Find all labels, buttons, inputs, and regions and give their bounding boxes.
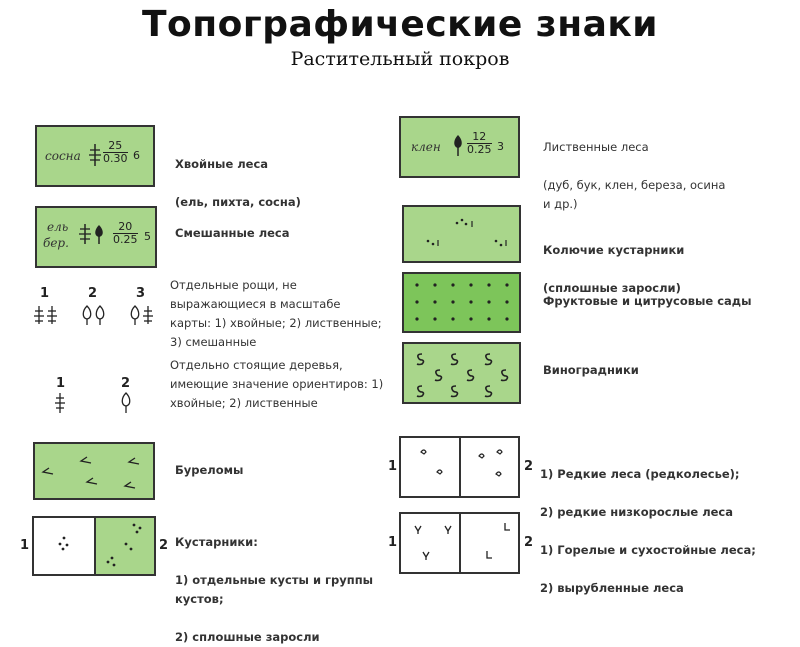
mixed-height: 20 xyxy=(113,221,138,234)
deciduous-fraction xyxy=(467,131,492,156)
orchard-dot xyxy=(451,317,454,320)
shrubs-dense-symbol xyxy=(94,516,156,576)
vine-mark xyxy=(417,354,424,365)
coniferous-spacing: 6 xyxy=(133,149,140,162)
deciduous-grove-icon xyxy=(81,304,107,326)
burnt-number-1: 1 xyxy=(388,535,398,550)
deciduous-diameter: 0.25 xyxy=(467,143,492,156)
vine-mark xyxy=(501,370,508,381)
trees-label: Отдельно стоящие деревья, имеющие значение ориентиров: 1) хвойные; 2) лиственные xyxy=(170,358,384,410)
deciduous-tree-icon xyxy=(93,224,105,244)
shrub-dots-icon xyxy=(34,518,94,574)
page-subtitle: Растительный покров xyxy=(290,48,510,70)
coniferous-label xyxy=(175,136,301,212)
coniferous-forest-symbol xyxy=(35,125,155,187)
vine-mark xyxy=(451,386,458,397)
conifer-tree-icon xyxy=(79,224,91,244)
deciduous-label xyxy=(543,119,733,214)
mixed-spacing: 5 xyxy=(144,230,151,243)
mixed-grove-icon xyxy=(129,304,155,326)
orchard-dot xyxy=(451,283,454,286)
burnt-forest-symbol xyxy=(399,512,520,574)
groves-label: Отдельные рощи, не выражающиеся в масштабе карты: 1) хвойные; 2) лиственные; 3) смешанные xyxy=(170,278,382,349)
orchard-dot xyxy=(469,317,472,320)
burnt-label xyxy=(540,522,785,598)
vine-mark xyxy=(485,354,492,365)
vine-mark xyxy=(435,370,442,381)
thorny-label-title: Колючие кустарники xyxy=(543,243,685,257)
deciduous-label-sub: (дуб, бук, клен, береза, осина и др.) xyxy=(543,178,726,211)
thorny-label xyxy=(543,222,684,298)
orchard-dot xyxy=(505,283,508,286)
mixed-fraction xyxy=(113,221,138,246)
deciduous-label-title: Лиственные леса xyxy=(543,140,649,154)
tree-number-2: 2 xyxy=(121,376,131,391)
sparse-number-2: 2 xyxy=(524,459,534,474)
sparse-tree-marks xyxy=(401,438,518,496)
grove-number-3: 3 xyxy=(136,286,146,301)
orchard-dot xyxy=(505,300,508,303)
vineyards-symbol xyxy=(402,342,521,404)
page-title: Топографические знаки xyxy=(141,4,659,45)
vine-marks xyxy=(404,344,519,402)
orchards-symbol xyxy=(402,272,521,333)
vine-mark xyxy=(417,386,424,397)
coniferous-diameter: 0.30 xyxy=(103,152,128,165)
orchard-dot xyxy=(415,283,418,286)
mixed-box-word-1: ель xyxy=(47,220,69,234)
orchard-dot xyxy=(415,317,418,320)
coniferous-height: 25 xyxy=(103,140,128,153)
orchard-dot xyxy=(487,300,490,303)
coniferous-label-title: Хвойные леса xyxy=(175,157,269,171)
tree-number-1: 1 xyxy=(56,376,66,391)
orchard-dot xyxy=(487,317,490,320)
thorny-marks xyxy=(404,207,519,261)
sparse-label-1: 1) Редкие леса (редколесье); xyxy=(540,467,740,481)
sparse-forest-symbol xyxy=(399,436,520,498)
thorny-shrubs-symbol xyxy=(402,205,521,263)
orchard-dot xyxy=(487,283,490,286)
orchard-dot xyxy=(433,317,436,320)
orchard-dot xyxy=(433,283,436,286)
burnt-marks xyxy=(401,514,518,572)
mixed-forest-symbol xyxy=(35,206,157,268)
shrub-number-2: 2 xyxy=(159,538,169,553)
grove-number-2: 2 xyxy=(88,286,98,301)
deciduous-tree-icon xyxy=(452,134,464,156)
shrub-number-1: 1 xyxy=(20,538,30,553)
single-deciduous-icon xyxy=(120,392,132,414)
orchard-dot xyxy=(433,300,436,303)
sparse-number-1: 1 xyxy=(388,459,398,474)
deciduous-forest-symbol xyxy=(399,116,520,178)
burnt-label-1: 1) Горелые и сухостойные леса; xyxy=(540,543,756,557)
coniferous-grove-icon xyxy=(33,304,59,326)
shrubs-label-1: 1) отдельные кусты и группы кустов; xyxy=(175,573,374,606)
deciduous-box-word: клен xyxy=(411,140,441,154)
orchard-dot xyxy=(415,300,418,303)
mixed-label: Смешанные леса xyxy=(175,226,290,240)
shrubs-label xyxy=(175,514,375,647)
vine-mark xyxy=(467,370,474,381)
windfall-marks xyxy=(35,444,153,498)
deciduous-spacing: 3 xyxy=(497,140,504,153)
vineyards-label: Виноградники xyxy=(543,363,639,377)
vine-mark xyxy=(451,354,458,365)
orchard-dots xyxy=(404,274,519,331)
orchard-dot xyxy=(469,300,472,303)
burnt-label-2: 2) вырубленные леса xyxy=(540,581,684,595)
vine-mark xyxy=(485,386,492,397)
shrubs-single-symbol xyxy=(32,516,96,576)
shrubs-label-2: 2) сплошные заросли xyxy=(175,630,320,644)
windfall-label: Буреломы xyxy=(175,463,244,477)
windfall-symbol xyxy=(33,442,155,500)
mixed-box-word-2: бер. xyxy=(43,236,69,250)
coniferous-label-sub: (ель, пихта, сосна) xyxy=(175,195,301,209)
orchard-dot xyxy=(469,283,472,286)
mixed-diameter: 0.25 xyxy=(113,233,138,246)
burnt-number-2: 2 xyxy=(524,535,534,550)
conifer-tree-icon xyxy=(89,144,101,166)
single-conifer-icon xyxy=(54,392,66,414)
sparse-label xyxy=(540,446,780,522)
sparse-label-2: 2) редкие низкорослые леса xyxy=(540,505,734,519)
orchard-dot xyxy=(451,300,454,303)
grove-number-1: 1 xyxy=(40,286,50,301)
orchard-dot xyxy=(505,317,508,320)
shrub-dots-icon xyxy=(96,518,154,574)
orchards-label: Фруктовые и цитрусовые сады xyxy=(543,294,752,308)
coniferous-box-word: сосна xyxy=(45,149,81,163)
shrubs-label-title: Кустарники: xyxy=(175,535,258,549)
thorny-label-sub: (сплошные заросли) xyxy=(543,281,681,295)
coniferous-fraction xyxy=(103,140,128,165)
deciduous-height: 12 xyxy=(467,131,492,144)
